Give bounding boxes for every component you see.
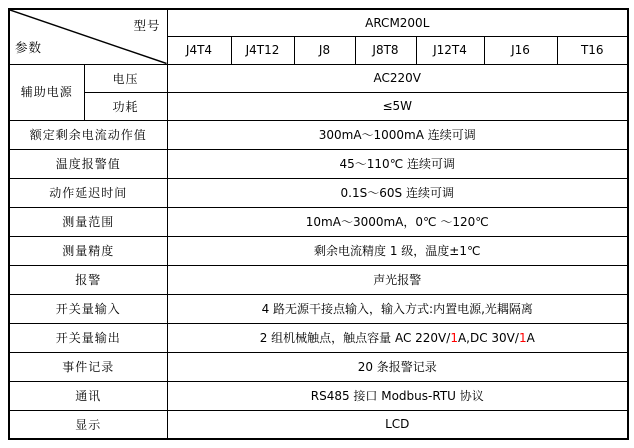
alarm-label: 报警 [9,265,167,294]
model-column-j4t4: J4T4 [167,36,231,64]
action-delay-label: 动作延迟时间 [9,178,167,207]
row-event-record [9,352,628,381]
corner-parameter-label: 参数 [15,39,43,55]
row-rated-residual-current [9,120,628,149]
alarm-value: 声光报警 [167,265,628,294]
spec-table [8,8,629,440]
row-aux-power-consumption [9,92,628,120]
row-temperature-alarm [9,149,628,178]
rated-residual-current-value: 300mA～1000mA 连续可调 [167,120,628,149]
header-row-series [9,9,628,36]
measurement-range-label: 测量范围 [9,207,167,236]
power-consumption-value: ≤5W [167,92,628,120]
communication-label: 通讯 [9,381,167,410]
row-display [9,410,628,439]
row-communication [9,381,628,410]
model-column-j4t12: J4T12 [231,36,294,64]
corner-model-label: 型号 [133,18,161,33]
display-label: 显示 [9,410,167,439]
switch-output-value: 2 组机械触点，触点容量 AC 220V/1A,DC 30V/1A [167,323,628,352]
measurement-accuracy-label: 测量精度 [9,236,167,265]
rated-residual-current-label: 额定剩余电流动作值 [9,120,167,149]
action-delay-value: 0.1S～60S 连续可调 [167,178,628,207]
model-column-j16: J16 [484,36,557,64]
row-measurement-range [9,207,628,236]
model-column-j8: J8 [294,36,355,64]
event-record-label: 事件记录 [9,352,167,381]
aux-power-label: 辅助电源 [9,64,84,120]
model-column-j8t8: J8T8 [355,36,416,64]
row-alarm [9,265,628,294]
row-measurement-accuracy [9,236,628,265]
header-corner-cell [9,9,167,64]
voltage-label: 电压 [84,64,167,92]
model-column-t16: T16 [557,36,628,64]
row-switch-output [9,323,628,352]
temperature-alarm-value: 45～110℃ 连续可调 [167,149,628,178]
row-aux-voltage [9,64,628,92]
model-column-j12t4: J12T4 [416,36,484,64]
row-switch-input [9,294,628,323]
communication-value: RS485 接口 Modbus-RTU 协议 [167,381,628,410]
measurement-accuracy-value: 剩余电流精度 1 级，温度±1℃ [167,236,628,265]
power-consumption-label: 功耗 [84,92,167,120]
display-value: LCD [167,410,628,439]
row-action-delay [9,178,628,207]
switch-output-label: 开关量输出 [9,323,167,352]
switch-input-label: 开关量输入 [9,294,167,323]
switch-input-value: 4 路无源干接点输入，输入方式:内置电源,光耦隔离 [167,294,628,323]
temperature-alarm-label: 温度报警值 [9,149,167,178]
measurement-range-value: 10mA～3000mA，0℃ ～120℃ [167,207,628,236]
model-series-cell: ARCM200L [167,9,628,36]
event-record-value: 20 条报警记录 [167,352,628,381]
voltage-value: AC220V [167,64,628,92]
